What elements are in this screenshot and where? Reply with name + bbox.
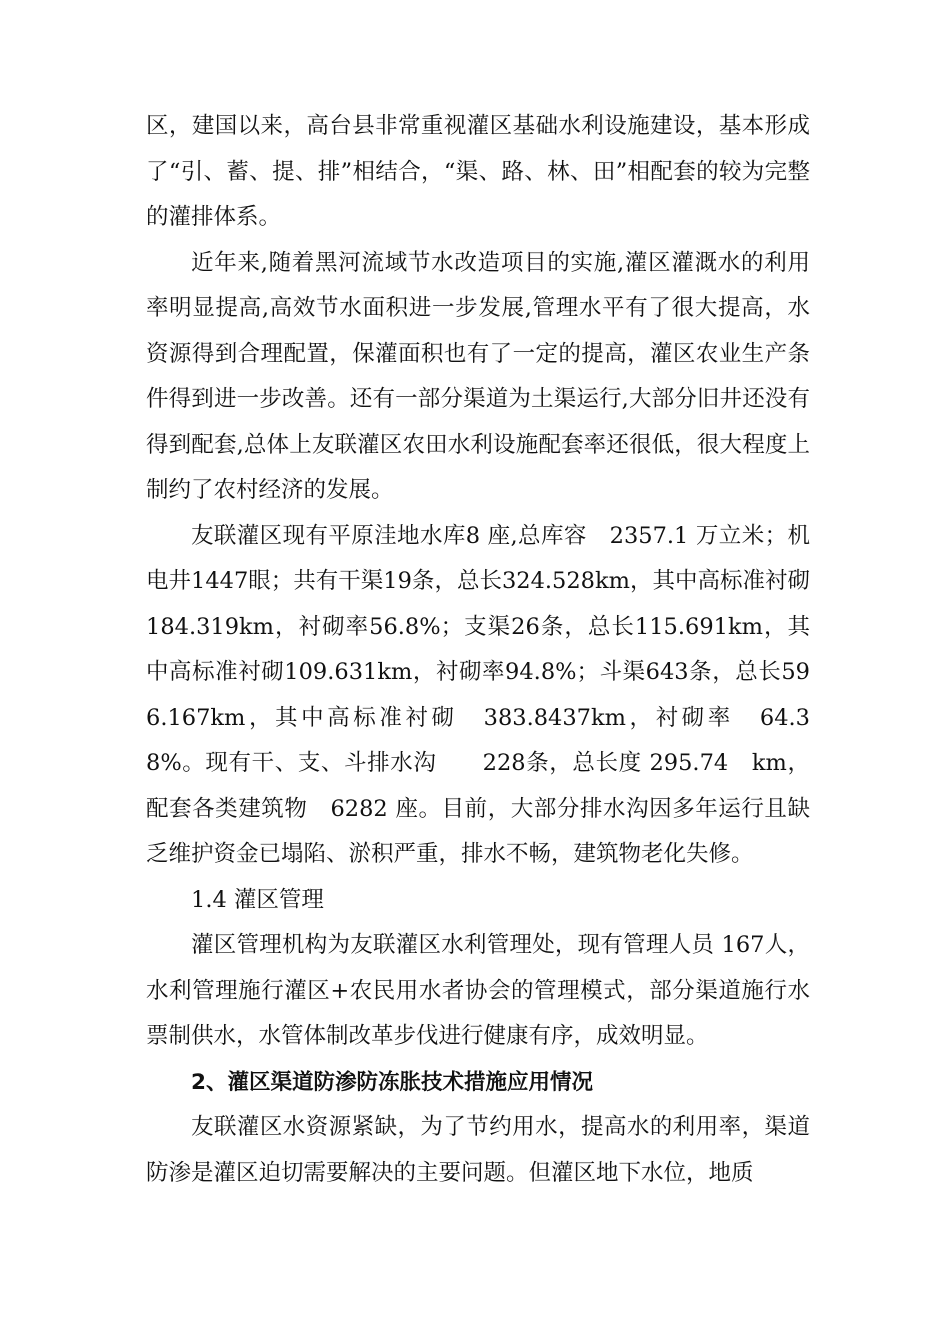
section-heading-management: 1.4 灌区管理	[191, 886, 324, 913]
section-heading-seepage: 2、灌区渠道防渗防冻胀技术措施应用情况	[191, 1069, 593, 1095]
paragraph-management: 灌区管理机构为友联灌区水利管理处，现有管理人员 167人，水利管理施行灌区+农民用水者协会的管理模式，部分渠道施行水票制供水，水管体制改革步伐进行健康有序，成效明显。	[146, 932, 810, 1049]
document-body	[146, 104, 810, 1196]
paragraph-recent-years: 近年来,随着黑河流域节水改造项目的实施,灌区灌溉水的利用率明显提高,高效节水面积进一步发展,管理水平有了很大提高，水资源得到合理配置，保灌面积也有了一定的提高，灌区农业生产条件得到进一步改善。还有一部分渠道为土渠运行,大部分旧井还没有得到配套,总体上友联灌区农田水利设施配套率还很低，很大程度上制约了农村经济的发展。	[146, 249, 810, 503]
paragraph-facilities-stats: 友联灌区现有平原洼地水库8 座,总库容 2357.1 万立米；机电井1447眼；共有干渠19条，总长324.528km，其中高标准衬砌184.319km，衬砌率56.8%；支渠26条，总长115.691km，其中高标准衬砌109.631km，衬砌率94.8%；斗渠643条，总长596.167km，其中高标准衬砌 383.8437km，衬砌率 64.38%。现有干、支、斗排水沟 228条，总长度 295.74 km，配套各类建筑物 6282 座。目前，大部分排水沟因多年运行且缺乏维护资金已塌陷、淤积严重，排水不畅，建筑物老化失修。	[146, 522, 810, 867]
paragraph-irrigation-system: 区，建国以来，高台县非常重视灌区基础水利设施建设，基本形成了“引、蓄、提、排”相结合，“渠、路、林、田”相配套的较为完整的灌排体系。	[146, 113, 810, 230]
paragraph-seepage: 友联灌区水资源紧缺，为了节约用水，提高水的利用率，渠道防渗是灌区迫切需要解决的主要问题。但灌区地下水位，地质	[146, 1114, 810, 1186]
